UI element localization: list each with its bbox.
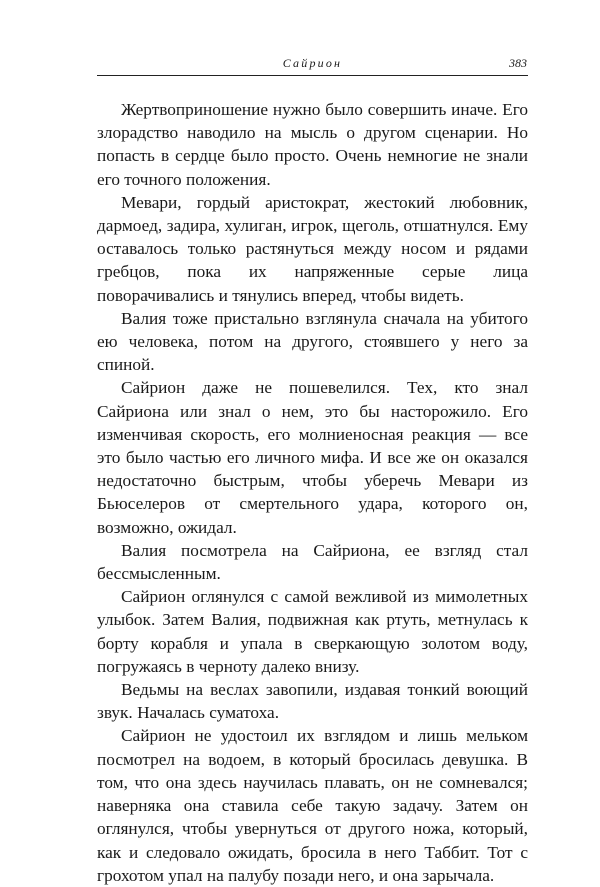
header-rule: [97, 75, 528, 76]
paragraph-7: Ведьмы на веслах завопили, издавая тонкий воющий звук. Началась суматоха.: [97, 680, 528, 723]
paragraph-4: Сайрион даже не пошевелился. Тех, кто знал Сайриона или знал о нем, это бы насторожило. Его изменчивая скорость, его молниеносная реакция — все это было частью его личного мифа. И все же он оказался недостаточно быстрым, чтобы уберечь Мевари из Бьюселеров от смертельного удара, которого он, возможно, ожидал.: [97, 378, 528, 537]
page-number: 383: [509, 56, 527, 70]
running-header: [97, 55, 528, 71]
paragraph-3: Валия тоже пристально взглянула сначала на убитого ею человека, потом на другого, стоявшего у него за спиной.: [97, 308, 528, 375]
paragraph-1: Жертвоприношение нужно было совершить иначе. Его злорадство наводило на мысль о другом сценарии. Но попасть в сердце было просто. Очень немногие не знали его точного положения.: [97, 100, 528, 189]
paragraph-8: Сайрион не удостоил их взглядом и лишь мельком посмотрел на водоем, в который бросилась девушка. В том, что она здесь научилась плавать, он не сомневался; наверняка она ставила себе такую задачу. Затем он оглянулся, чтобы увернуться от другого ножа, который, как и следовало ожидать, бросила в него Таббит. Тот с грохотом упал на палубу позади него, и она зарычала.: [97, 726, 528, 885]
body-text: [97, 98, 528, 887]
paragraph-5: Валия посмотрела на Сайриона, ее взгляд стал бессмысленным.: [97, 540, 528, 584]
paragraph-6: Сайрион оглянулся с самой вежливой из мимолетных улыбок. Затем Валия, подвижная как ртуть, метнулась к борту корабля и упала в сверкающую золотом воду, погружаясь в черноту далеко внизу.: [97, 587, 528, 676]
running-title: Сайрион: [282, 56, 343, 70]
paragraph-2: Мевари, гордый аристократ, жестокий любовник, дармоед, задира, хулиган, игрок, щеголь, отшатнулся. Ему оставалось только растянуться между носом и рядами гребцов, пока их напряженные серые лица поворачивались и тянулись вперед, чтобы видеть.: [97, 192, 528, 305]
